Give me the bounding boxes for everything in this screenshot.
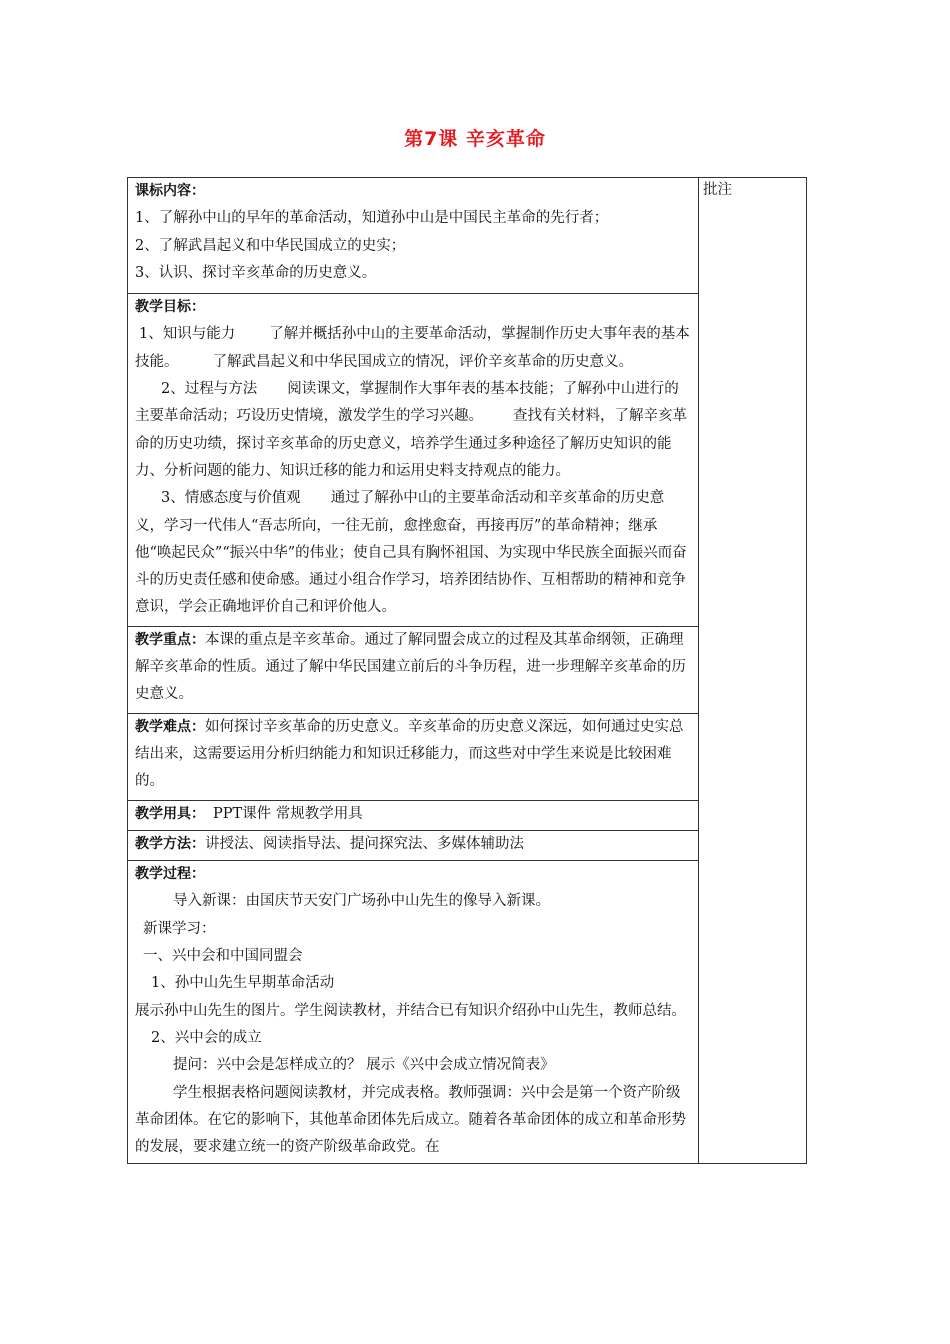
objective-knowledge [135, 321, 691, 376]
objective-text: 通过了解孙中山的主要革命活动和辛亥革命的历史意义，学习一代伟人“吾志所向，一往无前，愈挫愈奋，再接再厉”的革命精神；继承他“唤起民众”“振兴中华”的伟业；使自己具有胸怀祖国、为实现中华民族全面振兴而奋斗的历史责任感和使命感。通过小组合作学习，培养团结协作、互相帮助的精神和竞争意识，学会正确地评价自己和评价他人。 [135, 490, 687, 616]
objective-text: 了解武昌起义和中华民国成立的情况，评价辛亥革命的历史意义。 [212, 353, 633, 370]
key-points-paragraph [135, 627, 691, 709]
key-points-text: 本课的重点是辛亥革命。通过了解同盟会成立的过程及其革命纲领，正确理解辛亥革命的性质。通过了解中华民国建立前后的斗争历程，进一步理解辛亥革命的历史意义。 [135, 631, 686, 703]
methods-paragraph [135, 831, 691, 858]
methods-text: 讲授法、阅读指导法、提问探究法、多媒体辅助法 [205, 835, 524, 852]
key-points-cell [128, 626, 699, 713]
process-heading: 教学过程： [135, 866, 205, 883]
process-question: 提问：兴中会是怎样成立的？ 展示《兴中会成立情况简表》 [173, 1057, 555, 1074]
objective-label: 3、情感态度与价值观 [161, 490, 301, 507]
tools-heading: 教学用具： [135, 805, 205, 822]
process-cell [128, 861, 699, 1164]
curriculum-item: 3、认识、探讨辛亥革命的历史意义。 [135, 264, 377, 281]
objective-emotion [135, 485, 691, 621]
objective-label: 2、过程与方法 [161, 381, 258, 398]
key-points-heading: 教学重点： [135, 631, 205, 648]
notes-column [699, 178, 807, 1164]
objective-process [135, 376, 691, 485]
difficulties-heading: 教学难点： [135, 718, 205, 735]
objectives-heading: 教学目标： [135, 299, 205, 316]
curriculum-row [128, 178, 807, 294]
objective-text: 了解并概括孙中山的主要革命活动，掌握制作历史大事年表的基本技能。 [135, 326, 690, 370]
objectives-cell [128, 294, 699, 627]
process-paragraph: 学生根据表格问题阅读教材，并完成表格。教师强调：兴中会是第一个资产阶级革命团体。在它的影响下，其他革命团体先后成立。随着各革命团体的成立和革命形势的发展，要求建立统一的资产阶级革命政党。在 [135, 1084, 686, 1156]
objective-text: 查找有关材料，了解辛亥革命的历史功绩，探讨辛亥革命的历史意义，培养学生通过多种途径了解历史知识的能力、分析问题的能力、知识迁移的能力和运用史料支持观点的能力。 [135, 408, 687, 479]
methods-heading: 教学方法： [135, 835, 205, 852]
methods-cell [128, 830, 699, 860]
document-title: 第7课 辛亥革命 [404, 128, 546, 150]
process-subsection-title: 2、兴中会的成立 [151, 1029, 262, 1046]
curriculum-item: 1、了解孙中山的早年的革命活动，知道孙中山是中国民主革命的先行者； [135, 210, 609, 227]
curriculum-cell [128, 178, 699, 294]
tools-cell [128, 800, 699, 830]
objective-text: 阅读课文，掌握制作大事年表的基本技能；了解孙中山进行的主要革命活动；巧设历史情境，激发学生的学习兴趣。 [135, 381, 679, 425]
process-section-title: 一、兴中会和中国同盟会 [143, 948, 303, 965]
curriculum-heading: 课标内容： [135, 183, 205, 199]
lesson-plan-table [127, 177, 807, 1164]
objective-label: 1、知识与能力 [139, 326, 236, 343]
process-subsection-title: 1、孙中山先生早期革命活动 [151, 975, 335, 992]
difficulties-paragraph [135, 714, 691, 796]
difficulties-text: 如何探讨辛亥革命的历史意义。辛亥革命的历史意义深远，如何通过史实总结出来，这需要运用分析归纳能力和知识迁移能力，而这些对中学生来说是比较困难的。 [135, 718, 684, 790]
process-paragraph: 展示孙中山先生的图片。学生阅读教材，并结合已有知识介绍孙中山先生，教师总结。 [135, 1002, 686, 1019]
process-intro: 导入新课：由国庆节天安门广场孙中山先生的像导入新课。 [173, 893, 550, 910]
curriculum-item: 2、了解武昌起义和中华民国成立的史实； [135, 237, 406, 254]
tools-paragraph [135, 801, 691, 828]
tools-text: PPT课件 常规教学用具 [213, 805, 363, 822]
process-new-lesson: 新课学习： [143, 920, 216, 937]
difficulties-cell [128, 713, 699, 800]
notes-header: 批注 [703, 182, 732, 198]
